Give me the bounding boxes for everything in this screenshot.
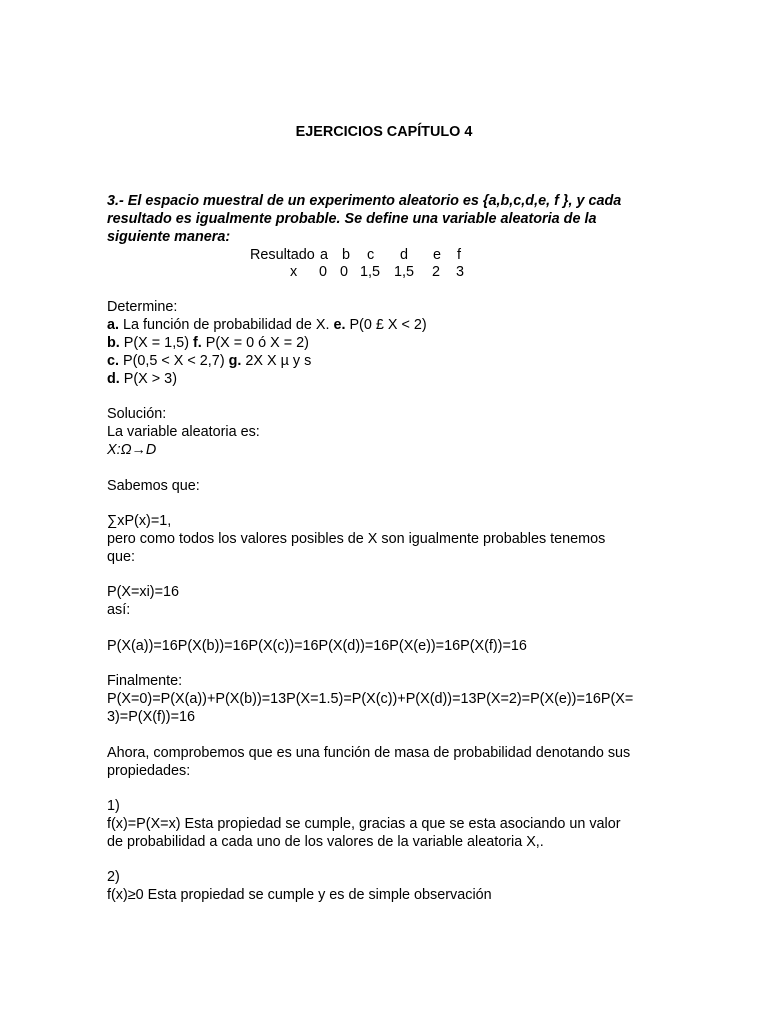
value-table [0, 247, 768, 283]
determine-line-2 [107, 335, 309, 353]
finally-heading: Finalmente: [107, 673, 183, 689]
solution-intro: La variable aleatoria es: [107, 424, 260, 440]
table-cell: d [400, 247, 409, 263]
table-cell: 0 [340, 264, 349, 280]
probability-chain-formula: P(X(a))=16P(X(b))=16P(X(c))=16P(X(d))=16P(X(e))=16P(X(f))=16 [107, 638, 527, 654]
item-text-e: P(0 £ X < 2) [345, 317, 427, 333]
item-label-g: g. [228, 353, 242, 369]
final-formula-line-2: 3)=P(X(f))=16 [107, 709, 195, 725]
item-text-a: La función de probabilidad de X. [119, 317, 334, 333]
probability-formula: P(X=xi)=16 [107, 584, 179, 600]
item-label-f: f. [192, 335, 202, 351]
solution-heading: Solución: [107, 406, 167, 422]
final-formula-line-1: P(X=0)=P(X(a))+P(X(b))=13P(X=1.5)=P(X(c))+P(X(d))=13P(X=2)=P(X(e))=16P(X= [107, 691, 634, 707]
property-2-line [107, 887, 492, 905]
determine-line-1 [107, 317, 427, 335]
table-cell: 2 [432, 264, 441, 280]
problem-statement-line-3: siguiente manera: [107, 229, 231, 245]
table-cell: 0 [319, 264, 328, 280]
item-text-g: 2X X µ y s [241, 353, 312, 369]
property-2-number: 2) [107, 869, 120, 885]
determine-heading: Determine: [107, 299, 178, 315]
property-1-line-2: de probabilidad a cada uno de los valores de la variable aleatoria X,. [107, 834, 544, 850]
item-text-f: P(X = 0 ó X = 2) [201, 335, 309, 351]
problem-statement-line-1: 3.- El espacio muestral de un experimento aleatorio es {a,b,c,d,e, f }, y cada [107, 193, 622, 209]
table-cell: 1,5 [394, 264, 415, 280]
paragraph-line: pero como todos los valores posibles de X son igualmente probables tenemos [107, 531, 606, 547]
table-cell: f [457, 247, 461, 263]
problem-statement-line-2: resultado es igualmente probable. Se define una variable aleatoria de la [107, 211, 597, 227]
paragraph-line: Ahora, comprobemos que es una función de masa de probabilidad denotando sus [107, 745, 631, 761]
table-cell: 3 [456, 264, 465, 280]
table-cell: a [320, 247, 329, 263]
property-2-text: Esta propiedad se cumple y es de simple observación [143, 887, 492, 903]
item-label-b: b. [107, 335, 120, 351]
property-1-formula: f(x)=P(X=x) [107, 816, 181, 832]
know-text: Sabemos que: [107, 478, 200, 494]
item-label-e: e. [333, 317, 346, 333]
item-label-d: d. [107, 371, 120, 387]
determine-line-4 [107, 371, 177, 389]
item-text-b: P(X = 1,5) [119, 335, 193, 351]
paragraph-line: así: [107, 602, 131, 618]
table-cell: 1,5 [360, 264, 381, 280]
property-1-text: Esta propiedad se cumple, gracias a que se esta asociando un valor [180, 816, 621, 832]
determine-line-3 [107, 353, 311, 371]
table-cell: b [342, 247, 351, 263]
table-header-resultado: Resultado [250, 247, 315, 263]
table-cell: e [433, 247, 442, 263]
table-header-x: x [290, 264, 298, 280]
item-label-c: c. [107, 353, 120, 369]
page-title: EJERCICIOS CAPÍTULO 4 [295, 124, 473, 140]
sum-formula: ∑xP(x)=1, [107, 513, 172, 529]
mapping-formula: X:Ω→D [107, 442, 157, 458]
property-1-line-1 [107, 816, 621, 834]
item-text-c: P(0,5 < X < 2,7) [119, 353, 229, 369]
item-label-a: a. [107, 317, 120, 333]
paragraph-line: propiedades: [107, 763, 191, 779]
item-text-d: P(X > 3) [119, 371, 177, 387]
property-1-number: 1) [107, 798, 120, 814]
table-cell: c [367, 247, 375, 263]
paragraph-line: que: [107, 549, 136, 565]
property-2-formula: f(x)≥0 [107, 887, 144, 903]
